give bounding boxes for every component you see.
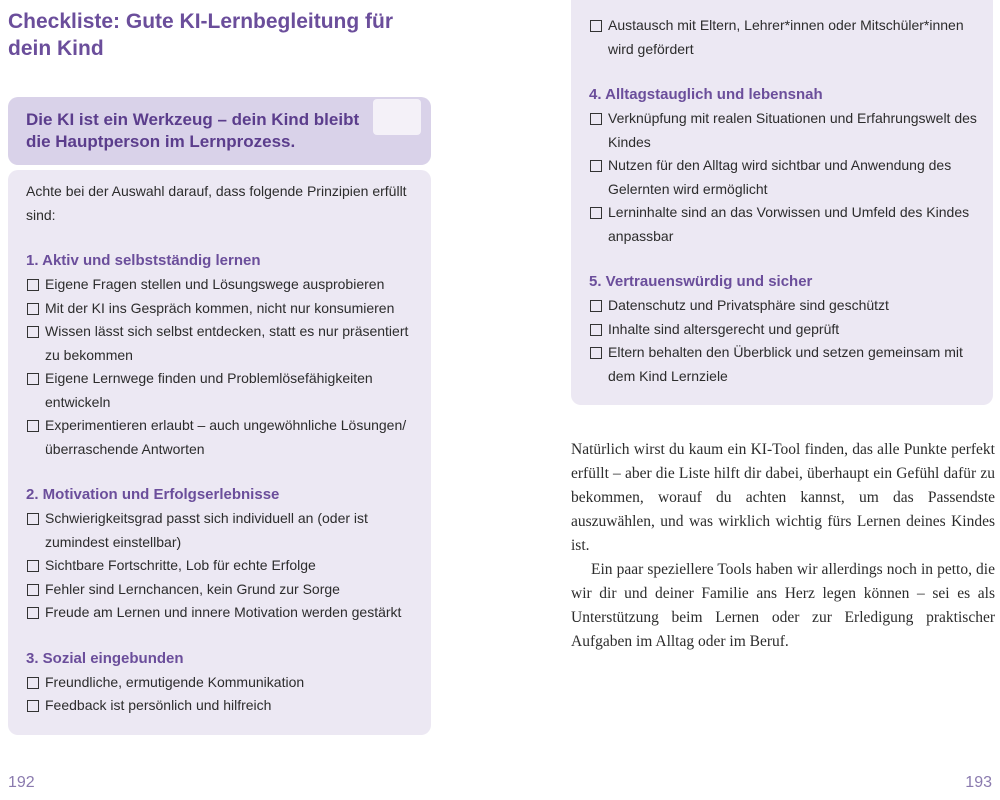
checklist-item[interactable]: Datenschutz und Privatsphäre sind geschützt	[589, 294, 984, 318]
checklist-item[interactable]: Experimentieren erlaubt – auch ungewöhnliche Lösungen/ überraschende Antworten	[26, 414, 421, 461]
checklist-item[interactable]: Nutzen für den Alltag wird sichtbar und Anwendung des Gelernten wird ermöglicht	[589, 154, 984, 201]
section-title: 2. Motivation und Erfolgserlebnisse	[26, 486, 280, 503]
body-text	[571, 438, 995, 654]
checklist-item[interactable]: Eltern behalten den Überblick und setzen gemeinsam mit dem Kind Lernziele	[589, 341, 984, 388]
checklist-item[interactable]: Wissen lässt sich selbst entdecken, statt es nur präsentiert zu bekommen	[26, 320, 421, 367]
section-4	[589, 83, 984, 248]
checklist-item[interactable]: Feedback ist persönlich und hilfreich	[26, 694, 421, 718]
checklist-item[interactable]: Inhalte sind altersgerecht und geprüft	[589, 318, 984, 342]
page-number-left: 192	[8, 774, 35, 791]
checklist-item[interactable]: Fehler sind Lernchancen, kein Grund zur Sorge	[26, 578, 421, 602]
page-title: Checkliste: Gute KI-Lernbegleitung für dein Kind	[8, 10, 394, 60]
checklist-item[interactable]: Sichtbare Fortschritte, Lob für echte Erfolge	[26, 554, 421, 578]
checklist-item[interactable]: Verknüpfung mit realen Situationen und Erfahrungswelt des Kindes	[589, 107, 984, 154]
checklist-item[interactable]: Schwierigkeitsgrad passt sich individuell an (oder ist zumindest einstellbar)	[26, 507, 421, 554]
banner-decoration	[373, 99, 421, 135]
key-message-banner	[8, 97, 431, 165]
checklist-intro: Achte bei der Auswahl darauf, dass folgende Prinzipien erfüllt sind:	[26, 183, 407, 223]
checklist-item[interactable]: Lerninhalte sind an das Vorwissen und Umfeld des Kindes anpassbar	[589, 201, 984, 248]
checklist-item[interactable]: Freude am Lernen und innere Motivation werden gestärkt	[26, 601, 421, 625]
section-1	[26, 249, 421, 461]
section-title: 1. Aktiv und selbstständig lernen	[26, 252, 261, 269]
paragraph: Ein paar speziellere Tools haben wir allerdings noch in petto, die wir dir und deiner Familie ans Herz legen können – sei es als Unterstützung beim Lernen oder zur Erledigung praktischer Aufgaben im Alltag oder im Beruf.	[571, 561, 995, 650]
page-number-right: 193	[965, 774, 992, 791]
checklist-item[interactable]: Austausch mit Eltern, Lehrer*innen oder Mitschüler*innen wird gefördert	[589, 14, 984, 61]
checklist-box-right	[571, 0, 993, 405]
banner-text: Die KI ist ein Werkzeug – dein Kind bleibt die Hauptperson im Lernprozess.	[26, 110, 360, 151]
section-3	[26, 647, 421, 718]
checklist-item[interactable]: Eigene Fragen stellen und Lösungswege ausprobieren	[26, 273, 421, 297]
right-page	[500, 0, 1000, 800]
checklist-box-left	[8, 170, 431, 735]
section-2	[26, 483, 421, 625]
section-title: 3. Sozial eingebunden	[26, 649, 184, 667]
checklist-item[interactable]: Freundliche, ermutigende Kommunikation	[26, 671, 421, 695]
checklist-item[interactable]: Eigene Lernwege finden und Problemlösefähigkeiten entwickeln	[26, 367, 421, 414]
checklist-item[interactable]: Mit der KI ins Gespräch kommen, nicht nur konsumieren	[26, 297, 421, 321]
section-title: 4. Alltagstauglich und lebensnah	[589, 86, 823, 103]
paragraph: Natürlich wirst du kaum ein KI-Tool finden, das alle Punkte perfekt erfüllt – aber die Liste hilft dir dabei, überhaupt ein Gefühl dafür zu bekommen, worauf du achten kannst, um das Passendste auszuwählen, und was wirklich wichtig fürs Lernen deines Kindes ist.	[571, 441, 995, 554]
section-5	[589, 270, 984, 388]
section-title: 5. Vertrauenswürdig und sicher	[589, 273, 813, 290]
